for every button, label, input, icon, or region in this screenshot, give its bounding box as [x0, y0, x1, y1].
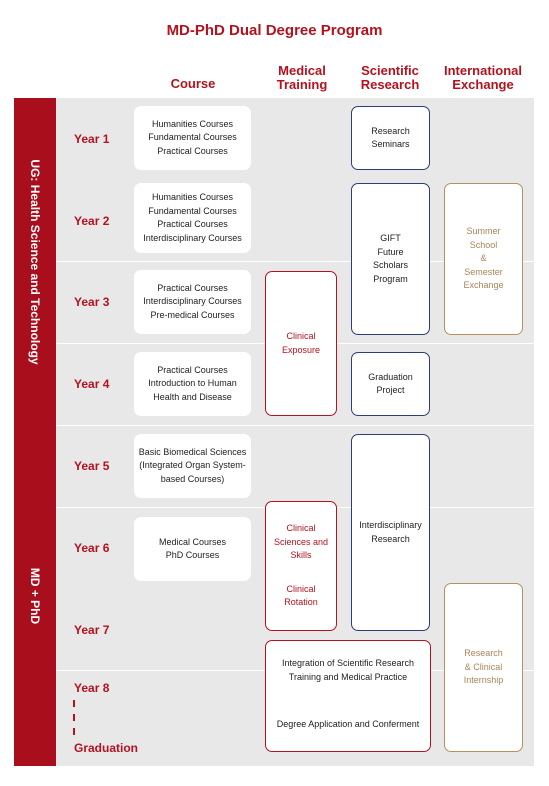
- timeline-dash: [73, 714, 75, 721]
- phase-md-phd-label: MD + PhD: [28, 567, 42, 625]
- integration-degree-box: [265, 640, 431, 752]
- year-7-label: Year 7: [74, 623, 110, 637]
- graduation-project-box: Graduation Project: [351, 352, 430, 416]
- integration-label: Integration of Scientific Research Training and Medical Practice: [281, 658, 415, 682]
- timeline-dash: [73, 728, 75, 735]
- year-1-label: Year 1: [74, 132, 110, 146]
- phase-ug-label: UG: Health Science and Technology: [28, 159, 42, 365]
- year-3-label: Year 3: [74, 295, 110, 309]
- column-header-course: Course: [170, 76, 216, 91]
- course-box-year-2: Humanities Courses Fundamental Courses Practical Courses Interdisciplinary Courses: [134, 183, 251, 253]
- timeline-dash: [73, 700, 75, 707]
- year-8-label: Year 8: [74, 681, 110, 695]
- graduation-label: Graduation: [74, 741, 139, 755]
- year-4-label: Year 4: [74, 377, 110, 391]
- page-title: MD-PhD Dual Degree Program: [166, 22, 383, 39]
- phase-md-phd-sidebar: [14, 426, 56, 766]
- column-header-medical-training: Medical Training: [276, 63, 328, 92]
- year-2-label: Year 2: [74, 214, 110, 228]
- clinical-rotation-label: Clinical Rotation: [284, 583, 318, 608]
- interdisciplinary-research-box: Interdisciplinary Research: [351, 434, 430, 631]
- course-box-year-5: Basic Biomedical Sciences (Integrated Organ System- based Courses): [134, 434, 251, 498]
- gift-program-box: GIFT Future Scholars Program: [351, 183, 430, 335]
- course-box-year-1: Humanities Courses Fundamental Courses Practical Courses: [134, 106, 251, 170]
- row-divider: [56, 425, 534, 426]
- year-5-label: Year 5: [74, 459, 110, 473]
- research-clinical-internship-box: Research & Clinical Internship: [444, 583, 523, 752]
- degree-application-label: Degree Application and Conferment: [276, 718, 420, 729]
- clinical-sciences-label: Clinical Sciences and Skills: [273, 523, 329, 561]
- clinical-exposure-box: Clinical Exposure: [265, 271, 337, 416]
- phase-ug-sidebar: [14, 98, 56, 426]
- column-header-international-exchange: International Exchange: [443, 63, 522, 92]
- course-box-year-6: Medical Courses PhD Courses: [134, 517, 251, 581]
- course-box-year-3: Practical Courses Interdisciplinary Courses Pre-medical Courses: [134, 270, 251, 334]
- clinical-sciences-rotation-box: [265, 501, 337, 631]
- research-seminars-box: Research Seminars: [351, 106, 430, 170]
- column-header-scientific-research: Scientific Research: [360, 63, 420, 92]
- summer-school-exchange-box: Summer School & Semester Exchange: [444, 183, 523, 335]
- year-6-label: Year 6: [74, 541, 110, 555]
- course-box-year-4: Practical Courses Introduction to Human Health and Disease: [134, 352, 251, 416]
